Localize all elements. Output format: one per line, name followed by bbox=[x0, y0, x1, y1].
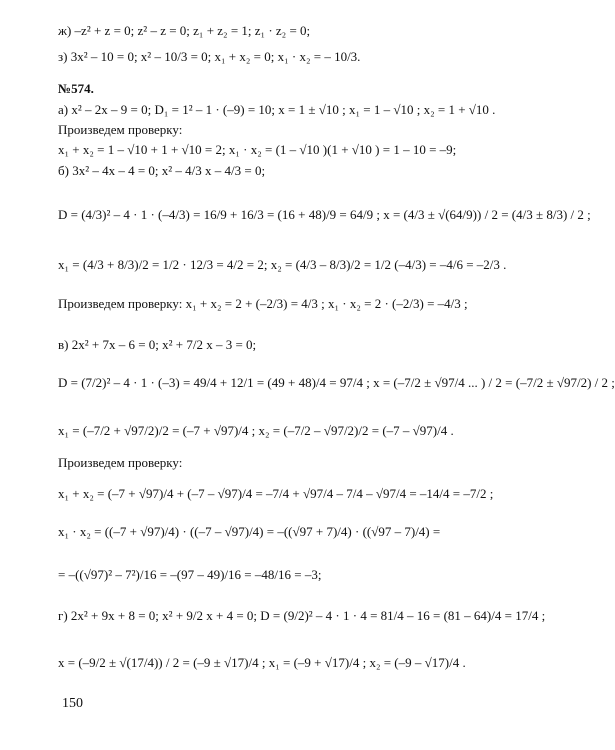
discriminant-b: D = (4/3)² – 4 · 1 · (–4/3) = 16/9 + 16/3 = (16 + 48)/9 = 64/9 ; x = (4/3 ± √(64/9)) / 2 = (4/3 ± 8/3) / 2 ; bbox=[58, 207, 591, 222]
line-zh: ж) –z² + z = 0; z² – z = 0; z₁ + z₂ = 1; z₁ · z₂ = 0; bbox=[58, 23, 311, 38]
check-b: Произведем проверку: x₁ + x₂ = 2 + (–2/3) = 4/3 ; x₁ · x₂ = 2 · (–2/3) = –4/3 ; bbox=[58, 296, 468, 311]
part-v: в) 2x² + 7x – 6 = 0; x² + 7/2 x – 3 = 0; bbox=[58, 337, 257, 352]
product-check-v: x₁ · x₂ = ((–7 + √97)/4) · ((–7 – √97)/4) = –((√97 + 7)/4) · ((√97 – 7)/4) = bbox=[58, 524, 441, 539]
check-heading-v: Произведем проверку: bbox=[58, 455, 183, 470]
check-a: x₁ + x₂ = 1 – √10 + 1 + √10 = 2; x₁ · x₂ = (1 – √10 )(1 + √10 ) = 1 – 10 = –9; bbox=[58, 142, 457, 157]
part-a: а) x² – 2x – 9 = 0; D₁ = 1² – 1 · (–9) = 10; x = 1 ± √10 ; x₁ = 1 – √10 ; x₂ = 1 + √10 . bbox=[58, 102, 496, 117]
sum-check-v: x₁ + x₂ = (–7 + √97)/4 + (–7 – √97)/4 = –7/4 + √97/4 – 7/4 – √97/4 = –14/4 = –7/2 ; bbox=[58, 486, 494, 501]
roots-b: x₁ = (4/3 + 8/3)/2 = 1/2 · 12/3 = 4/2 = 2; x₂ = (4/3 – 8/3)/2 = 1/2 (–4/3) = –4/6 = –2/3 . bbox=[58, 257, 507, 272]
check-heading-a: Произведем проверку: bbox=[58, 122, 183, 137]
roots-v: x₁ = (–7/2 + √97/2)/2 = (–7 + √97)/4 ; x₂ = (–7/2 – √97/2)/2 = (–7 – √97)/4 . bbox=[58, 423, 454, 438]
discriminant-v: D = (7/2)² – 4 · 1 · (–3) = 49/4 + 12/1 = (49 + 48)/4 = 97/4 ; x = (–7/2 ± √97/4 ... ) / 2 = (–7/2 ± √97/2) / 2 ; bbox=[58, 375, 615, 390]
line-z: з) 3x² – 10 = 0; x² – 10/3 = 0; x₁ + x₂ = 0; x₁ · x₂ = – 10/3. bbox=[58, 49, 361, 64]
problem-number: №574. bbox=[58, 81, 94, 96]
product-result-v: = –((√97)² – 7²)/16 = –(97 – 49)/16 = –48/16 = –3; bbox=[58, 567, 322, 582]
part-g: г) 2x² + 9x + 8 = 0; x² + 9/2 x + 4 = 0; D = (9/2)² – 4 · 1 · 4 = 81/4 – 16 = (81 – 64)/4 = 17/4 ; bbox=[58, 608, 546, 623]
page-number: 150 bbox=[62, 696, 83, 711]
part-b: б) 3x² – 4x – 4 = 0; x² – 4/3 x – 4/3 = 0; bbox=[58, 163, 266, 178]
roots-g: x = (–9/2 ± √(17/4)) / 2 = (–9 ± √17)/4 ; x₁ = (–9 + √17)/4 ; x₂ = (–9 – √17)/4 . bbox=[58, 655, 466, 670]
